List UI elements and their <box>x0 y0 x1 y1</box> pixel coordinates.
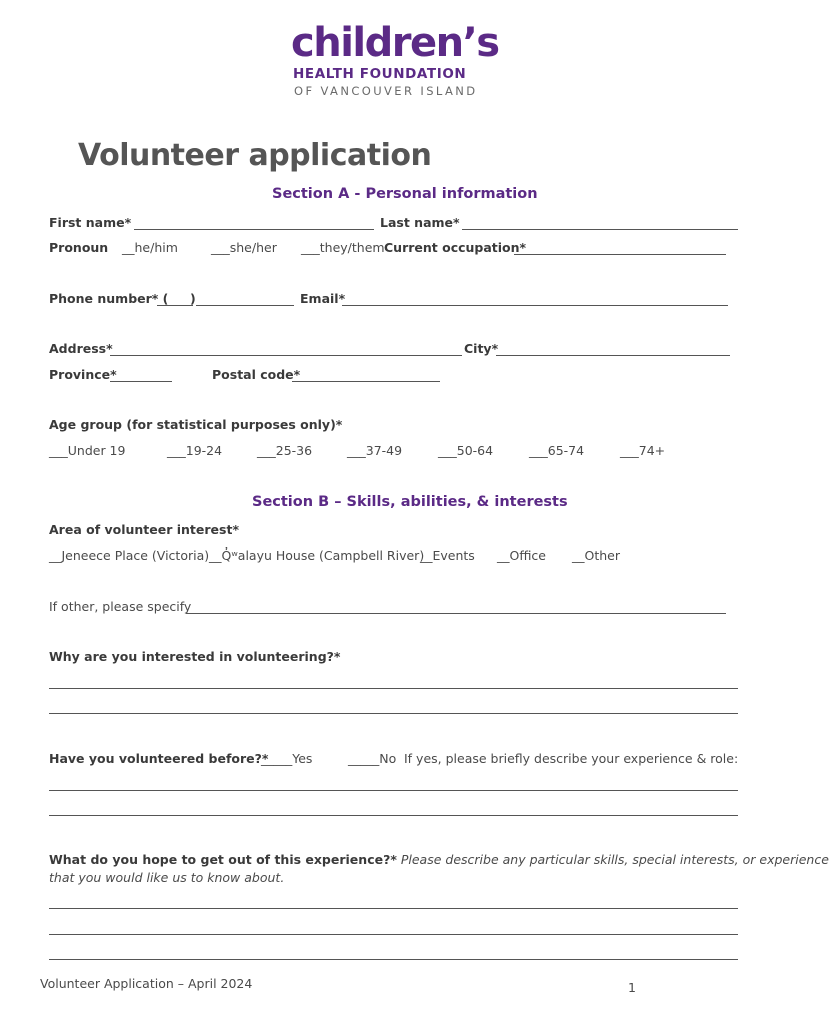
email-field[interactable] <box>342 305 728 306</box>
address-field[interactable] <box>110 355 462 356</box>
province-field[interactable] <box>110 381 172 382</box>
area-option[interactable]: __Jeneece Place (Victoria) <box>49 548 210 563</box>
hope-answer-line[interactable] <box>49 908 738 909</box>
hope-question-bold: What do you hope to get out of this experience?* <box>49 852 397 867</box>
hope-answer-line[interactable] <box>49 959 738 960</box>
if-yes-label: If yes, please briefly describe your experience & role: <box>404 751 739 766</box>
first-name-field[interactable] <box>134 229 374 230</box>
hope-question-italic-cont: that you would like us to know about. <box>49 870 285 885</box>
area-interest-label: Area of volunteer interest* <box>49 522 239 537</box>
age-option[interactable]: ___74+ <box>620 443 666 458</box>
email-label: Email* <box>300 291 346 306</box>
hope-question-italic: Please describe any particular skills, special interests, or experience <box>400 852 829 867</box>
age-option[interactable]: ___19-24 <box>167 443 223 458</box>
logo-subtitle: HEALTH FOUNDATION <box>293 66 467 82</box>
last-name-label: Last name* <box>380 215 460 230</box>
occupation-label: Current occupation* <box>384 240 527 255</box>
age-group-label: Age group (for statistical purposes only)* <box>49 417 343 432</box>
age-option[interactable]: ___25-36 <box>257 443 313 458</box>
postal-code-label: Postal code* <box>212 367 301 382</box>
if-other-label: If other, please specify <box>49 599 192 614</box>
volunteered-no-option[interactable]: _____No <box>348 751 397 766</box>
phone-paren-close: ) <box>190 291 196 306</box>
hope-answer-line[interactable] <box>49 934 738 935</box>
logo-wordmark: children’s <box>291 20 499 66</box>
pronoun-she-option[interactable]: ___she/her <box>211 240 277 255</box>
area-option[interactable]: __Other <box>572 548 620 563</box>
province-label: Province* <box>49 367 117 382</box>
volunteered-before-label: Have you volunteered before?* <box>49 751 269 766</box>
page-title: Volunteer application <box>78 138 432 173</box>
why-label: Why are you interested in volunteering?* <box>49 649 341 664</box>
area-option[interactable]: __Q̓ʷalayu House (Campbell River) <box>209 548 425 563</box>
age-option[interactable]: ___65-74 <box>529 443 585 458</box>
pronoun-they-option[interactable]: ___they/them <box>301 240 385 255</box>
city-label: City* <box>464 341 499 356</box>
logo-location: OF VANCOUVER ISLAND <box>294 84 478 98</box>
hope-question <box>49 852 829 867</box>
area-option[interactable]: __Office <box>497 548 546 563</box>
phone-number-field[interactable] <box>196 305 294 306</box>
last-name-field[interactable] <box>462 229 738 230</box>
first-name-label: First name* <box>49 215 132 230</box>
area-option[interactable]: __Events <box>420 548 475 563</box>
volunteered-yes-option[interactable]: _____Yes <box>261 751 313 766</box>
address-label: Address* <box>49 341 113 356</box>
age-option[interactable]: ___50-64 <box>438 443 494 458</box>
city-field[interactable] <box>496 355 730 356</box>
age-option[interactable]: ___Under 19 <box>49 443 126 458</box>
phone-label: Phone number* ( <box>49 291 169 306</box>
phone-area-code-field[interactable] <box>157 305 193 306</box>
pronoun-label: Pronoun <box>49 240 109 255</box>
why-answer-line[interactable] <box>49 688 738 689</box>
section-b-heading: Section B – Skills, abilities, & interests <box>252 494 568 510</box>
occupation-field[interactable] <box>514 254 726 255</box>
if-other-field[interactable] <box>186 613 726 614</box>
why-answer-line[interactable] <box>49 713 738 714</box>
section-a-heading: Section A - Personal information <box>272 186 538 202</box>
footer-text: Volunteer Application – April 2024 <box>40 976 253 991</box>
age-option[interactable]: ___37-49 <box>347 443 403 458</box>
pronoun-he-option[interactable]: __he/him <box>122 240 178 255</box>
experience-answer-line[interactable] <box>49 790 738 791</box>
page-number: 1 <box>628 980 636 995</box>
postal-code-field[interactable] <box>292 381 440 382</box>
experience-answer-line[interactable] <box>49 815 738 816</box>
